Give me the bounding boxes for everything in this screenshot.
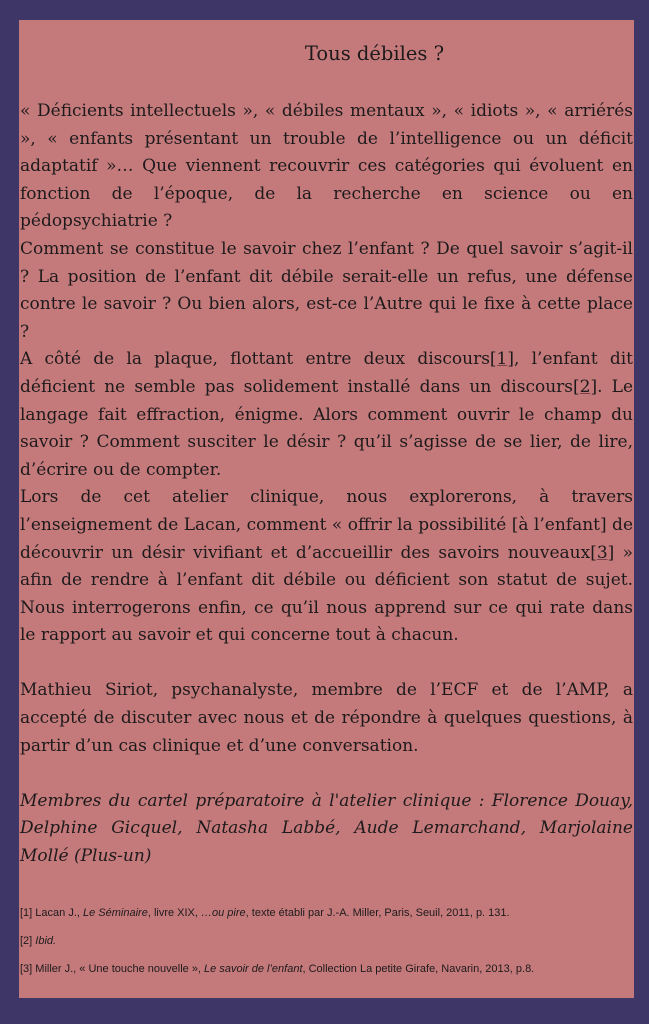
paragraph-discourse-text-c: . Le langage fait effraction, énigme. Alors comment ouvrir le champ du savoir ? Comment susciter le désir ? qu’il s’agisse de se lier, de lire, d’écrire ou de compter. — [20, 376, 633, 480]
paragraph-discourse-text-b: , l’enfant dit déficient ne semble pas solidement installé dans un discours — [20, 349, 633, 397]
footnote-2 — [20, 934, 633, 948]
footnote-3 — [20, 962, 633, 976]
spacer — [20, 760, 633, 788]
page-frame — [19, 20, 634, 998]
footnote-1-text-d: …ou pire — [201, 907, 246, 919]
paragraph-workshop-text-b: » afin de rendre à l’enfant dit débile ou déficient son statut de sujet. Nous interrogerons enfin, ce qu’il nous apprend sur ce qui rate dans le rapport au savoir et qui concerne tout à chacun. — [20, 542, 634, 646]
footnote-3-text-a: Miller J., « Une touche nouvelle », — [32, 963, 205, 975]
footnote-2-ref[interactable]: [2] — [20, 935, 33, 947]
paragraph-discourse — [20, 346, 633, 484]
footnote-1 — [20, 906, 633, 920]
paragraph-guest: Mathieu Siriot, psychanalyste, membre de l’ECF et de l’AMP, a accepté de discuter avec nous et de répondre à quelques questions, à partir d’un cas clinique et d’une conversation. — [20, 680, 633, 756]
paragraph-intro: « Déficients intellectuels », « débiles mentaux », « idiots », « arriérés », « enfants présentant un trouble de l’intelligence ou un déficit adaptatif »… Que viennent recouvrir ces catégories qui évoluent en fonction de l’époque, de la recherche en science ou en pédopsychiatrie ? — [20, 101, 633, 232]
paragraph-questions: Comment se constitue le savoir chez l’enfant ? De quel savoir s’agit-il ? La position de l’enfant dit débile serait-elle un refus, une défense contre le savoir ? Ou bien alors, est-ce l’Autre qui le fixe à cette place ? — [20, 238, 633, 342]
spacer — [20, 650, 633, 678]
footnote-1-text-b: Le Séminaire — [83, 907, 148, 919]
footnote-3-text-b: Le savoir de l’enfant — [204, 963, 303, 975]
footnote-1-text-e: , texte établi par J.-A. Miller, Paris, Seuil, 2011, p. 131. — [245, 907, 510, 919]
footnote-ref-2[interactable]: [2] — [573, 376, 598, 397]
footnote-3-ref[interactable]: [3] — [20, 963, 33, 975]
article-body — [20, 98, 633, 871]
page-title: Tous débiles ? — [304, 42, 445, 65]
footnote-1-text-a: Lacan J., — [32, 907, 83, 919]
paragraph-discourse-text-a: A côté de la plaque, flottant entre deux discours — [20, 349, 490, 370]
footnote-ref-1[interactable]: [1] — [489, 349, 515, 370]
paragraph-workshop-text-a: Lors de cet atelier clinique, nous explorerons, à travers l’enseignement de Lacan, comment « offrir la possibilité [à l’enfant] de découvrir un désir vivifiant et d’accueillir des savoirs nouveaux — [20, 487, 633, 563]
footnote-3-text-c: , Collection La petite Girafe, Navarin, 2013, p.8. — [302, 963, 535, 975]
footnote-1-text-c: , livre XIX, — [147, 907, 202, 919]
footnote-1-ref[interactable]: [1] — [20, 907, 33, 919]
paragraph-cartel: Membres du cartel préparatoire à l'atelier clinique : Florence Douay, Delphine Gicquel, Natasha Labbé, Aude Lemarchand, Marjolaine Mollé (Plus-un) — [20, 790, 633, 867]
footnotes — [20, 906, 633, 990]
paragraph-workshop — [20, 484, 633, 650]
footnote-ref-3[interactable]: [3] — [590, 542, 615, 563]
footnote-2-text: Ibid. — [35, 935, 57, 947]
